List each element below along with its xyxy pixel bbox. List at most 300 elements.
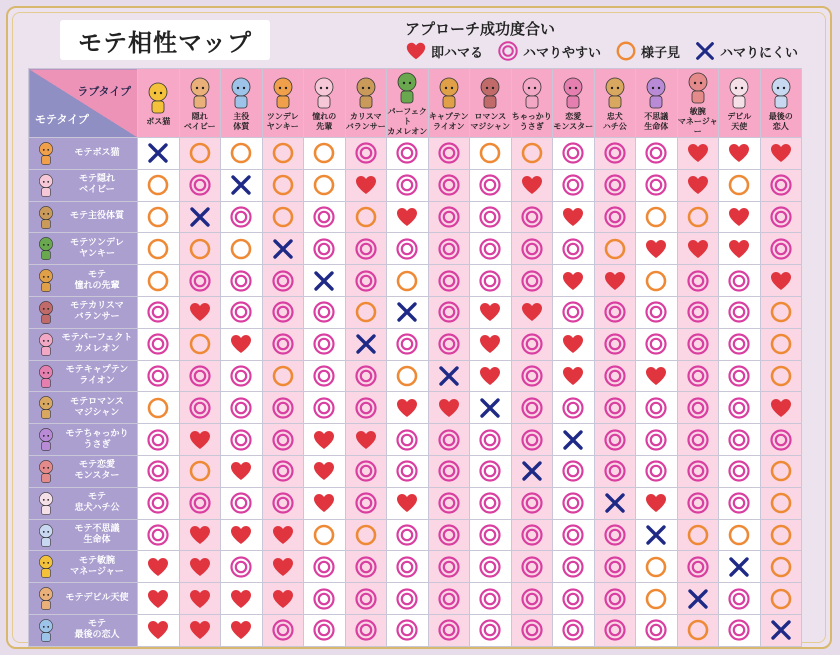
compat-cell [760,583,802,615]
compat-cell [304,455,346,487]
compat-cell [677,583,719,615]
row-header [29,360,138,392]
compat-cell [677,455,719,487]
compat-cell [760,296,802,328]
compat-cell [511,424,553,456]
compat-cell [221,583,263,615]
character-icon [33,268,59,293]
table-row [29,614,802,646]
compat-cell [553,296,595,328]
column-label: ツンデレ ヤンキー [266,112,299,131]
table-corner [29,69,138,138]
compat-cell [470,265,512,297]
table-row [29,201,802,233]
compat-cell [719,296,761,328]
compat-cell [719,614,761,646]
compat-cell [221,233,263,265]
column-label: 隠れ ベイビー [183,112,216,131]
column-header [138,69,180,138]
column-header [428,69,470,138]
compat-cell [594,392,636,424]
compat-cell [719,424,761,456]
character-icon [602,76,628,110]
character-icon [33,523,59,548]
compat-cell [304,328,346,360]
compat-cell [553,233,595,265]
column-header [636,69,678,138]
compat-cell [304,233,346,265]
compat-cell [428,455,470,487]
character-icon [228,76,254,110]
compat-cell [387,201,429,233]
compat-cell [760,265,802,297]
compat-cell [719,487,761,519]
compat-cell [470,519,512,551]
compat-cell [138,233,180,265]
character-icon [685,71,711,105]
compat-cell [304,360,346,392]
compat-cell [719,392,761,424]
row-label: モテカリスマ バランサー [70,301,124,323]
column-label: 最後の 恋人 [768,112,793,131]
compat-cell [387,455,429,487]
compat-cell [677,487,719,519]
compat-cell [179,392,221,424]
column-label: キャプテン ライオン [428,112,469,131]
column-label: 敏腕 マネージャー [677,107,718,136]
character-icon [33,332,59,357]
compat-cell [511,614,553,646]
compat-cell [262,519,304,551]
compat-cell [636,487,678,519]
compat-cell [428,583,470,615]
compat-cell [138,551,180,583]
table-row [29,328,802,360]
compat-cell [553,201,595,233]
compat-cell [594,583,636,615]
compat-cell [345,455,387,487]
compat-cell [760,519,802,551]
table-row [29,233,802,265]
row-header [29,614,138,646]
compat-cell [221,455,263,487]
compat-cell [719,138,761,170]
compat-cell [179,487,221,519]
compat-cell [262,424,304,456]
compat-cell [470,201,512,233]
legend-label: ハマりにくい [720,45,799,61]
compat-cell [387,265,429,297]
character-icon [33,173,59,198]
column-label: 忠犬 ハチ公 [602,112,627,131]
compat-cell [387,296,429,328]
compat-cell [677,519,719,551]
table-row [29,360,802,392]
compat-cell [304,265,346,297]
compat-cell [511,296,553,328]
compat-cell [345,233,387,265]
compat-cell [345,614,387,646]
compat-cell [636,551,678,583]
compat-cell [138,392,180,424]
compat-cell [594,201,636,233]
compat-cell [470,455,512,487]
compat-cell [636,296,678,328]
legend-item-ring [615,40,680,62]
compat-cell [304,614,346,646]
compat-cell [677,138,719,170]
compat-cell [221,392,263,424]
compat-cell [428,551,470,583]
compat-cell [511,519,553,551]
compat-cell [179,201,221,233]
compat-cell [345,296,387,328]
column-header [470,69,512,138]
compat-cell [677,614,719,646]
compat-cell [594,487,636,519]
table-row [29,169,802,201]
character-icon [768,76,794,110]
character-icon [145,81,171,115]
compat-cell [719,201,761,233]
compat-cell [636,614,678,646]
character-icon [33,300,59,325]
compat-cell [138,487,180,519]
compat-cell [594,233,636,265]
row-label: モテデビル天使 [65,593,129,604]
column-label: パーフェクト カメレオン [387,107,428,136]
compat-cell [677,169,719,201]
compat-cell [594,614,636,646]
compat-cell [553,265,595,297]
compat-cell [594,169,636,201]
column-header [262,69,304,138]
compat-cell [594,138,636,170]
legend-label: 様子見 [641,45,681,61]
compat-cell [553,138,595,170]
compat-cell [470,328,512,360]
compat-cell [428,169,470,201]
row-label: モテちゃっかり うさぎ [65,428,129,450]
compat-cell [345,169,387,201]
compat-cell [677,328,719,360]
column-label: ボス猫 [146,117,171,126]
compat-cell [553,424,595,456]
compat-cell [428,296,470,328]
table-row [29,392,802,424]
compat-cell [345,551,387,583]
column-header [387,69,429,138]
compat-cell [138,614,180,646]
compat-cell [387,519,429,551]
row-label: モテ恋愛 モンスター [74,460,120,482]
compat-cell [636,424,678,456]
compat-cell [470,296,512,328]
character-icon [33,618,59,643]
character-icon [33,427,59,452]
row-label: モテロマンス マジシャン [70,396,124,418]
compat-cell [511,328,553,360]
compat-cell [553,583,595,615]
compat-cell [594,424,636,456]
column-label: 主役 体質 [233,112,250,131]
legend-item-heart [405,40,483,62]
row-header [29,551,138,583]
row-label: モテ 忠犬ハチ公 [74,492,120,514]
compat-cell [221,169,263,201]
legend [405,40,798,62]
compat-cell [179,138,221,170]
compat-cell [719,583,761,615]
compat-cell [138,424,180,456]
compat-cell [511,201,553,233]
compat-cell [760,551,802,583]
compat-cell [387,487,429,519]
character-icon [33,141,59,166]
compat-cell [428,138,470,170]
compat-cell [179,424,221,456]
table-row [29,296,802,328]
compat-cell [345,392,387,424]
compat-cell [760,455,802,487]
character-icon [33,205,59,230]
compat-cell [262,455,304,487]
compat-cell [719,360,761,392]
column-label: デビル 天使 [727,112,752,131]
compat-cell [428,233,470,265]
compat-cell [138,265,180,297]
compat-cell [511,233,553,265]
compat-cell [387,169,429,201]
row-header [29,328,138,360]
compat-cell [594,519,636,551]
compat-cell [304,583,346,615]
compat-cell [262,265,304,297]
compat-cell [387,328,429,360]
compat-cell [304,201,346,233]
compat-cell [221,519,263,551]
character-icon [311,76,337,110]
compat-cell [138,296,180,328]
compat-cell [138,519,180,551]
table-row [29,138,802,170]
compat-cell [179,328,221,360]
compat-cell [179,265,221,297]
compat-cell [636,265,678,297]
compat-cell [677,201,719,233]
double-circle-icon [497,40,519,62]
compat-cell [636,519,678,551]
compat-cell [304,296,346,328]
compat-cell [138,455,180,487]
compat-cell [179,360,221,392]
row-header [29,424,138,456]
column-header [594,69,636,138]
row-header [29,265,138,297]
compat-cell [636,169,678,201]
compat-cell [304,138,346,170]
column-header [511,69,553,138]
character-icon [33,459,59,484]
compat-cell [428,265,470,297]
compat-cell [511,583,553,615]
compat-cell [262,169,304,201]
compat-cell [179,455,221,487]
compat-cell [594,296,636,328]
compat-cell [553,614,595,646]
compat-cell [553,360,595,392]
compat-cell [221,614,263,646]
compat-cell [553,328,595,360]
character-icon [33,395,59,420]
compat-cell [304,424,346,456]
row-header [29,169,138,201]
column-header [553,69,595,138]
compat-cell [345,424,387,456]
compat-cell [760,392,802,424]
circle-icon [615,40,637,62]
compat-cell [677,233,719,265]
compat-cell [387,138,429,170]
compat-cell [470,233,512,265]
compat-cell [470,360,512,392]
compat-cell [304,169,346,201]
row-axis-label: モテタイプ [35,113,89,126]
character-icon [394,71,420,105]
row-label: モテ 憧れの先輩 [74,269,120,291]
compat-cell [470,424,512,456]
table-row [29,583,802,615]
compat-cell [511,551,553,583]
compat-cell [511,169,553,201]
compat-cell [345,487,387,519]
compat-cell [138,201,180,233]
compat-cell [760,614,802,646]
row-label: モテボス猫 [74,147,120,158]
compat-cell [636,583,678,615]
column-label: ちゃっかり うさぎ [511,112,552,131]
compat-cell [428,328,470,360]
compat-cell [221,487,263,519]
character-icon [643,76,669,110]
compat-cell [594,265,636,297]
compat-cell [470,392,512,424]
compat-cell [677,424,719,456]
compat-cell [760,424,802,456]
compat-cell [636,360,678,392]
compat-cell [760,487,802,519]
compat-cell [387,233,429,265]
compat-cell [138,138,180,170]
character-icon [519,76,545,110]
compat-cell [179,233,221,265]
legend-label: 即ハマる [431,45,484,61]
compat-cell [677,392,719,424]
compat-cell [179,296,221,328]
row-label: モテ敏腕 マネージャー [70,555,124,577]
compat-cell [387,424,429,456]
table-row [29,487,802,519]
compat-cell [470,138,512,170]
compat-cell [304,487,346,519]
compat-cell [553,169,595,201]
compat-cell [719,328,761,360]
compat-cell [470,614,512,646]
page-title: モテ相性マップ [60,20,270,60]
compat-cell [428,360,470,392]
compat-cell [719,265,761,297]
column-header [179,69,221,138]
compat-cell [221,265,263,297]
row-label: モテパーフェクト カメレオン [61,333,133,355]
compat-cell [428,519,470,551]
compat-cell [345,265,387,297]
character-icon [560,76,586,110]
row-header [29,519,138,551]
compat-cell [304,392,346,424]
column-header [221,69,263,138]
table-row [29,455,802,487]
compat-cell [511,360,553,392]
compat-cell [719,455,761,487]
compat-cell [428,424,470,456]
character-icon [270,76,296,110]
table-row [29,424,802,456]
compat-cell [594,551,636,583]
compat-cell [221,328,263,360]
compat-cell [387,551,429,583]
compat-cell [221,360,263,392]
compatibility-table [28,68,802,647]
compat-cell [345,138,387,170]
compat-cell [553,487,595,519]
compat-cell [179,614,221,646]
compat-cell [470,551,512,583]
compat-cell [304,551,346,583]
compat-cell [553,392,595,424]
compat-cell [428,614,470,646]
compat-cell [138,360,180,392]
row-header [29,233,138,265]
compat-cell [387,392,429,424]
compat-cell [428,487,470,519]
compat-cell [636,455,678,487]
compat-cell [221,296,263,328]
compat-cell [760,233,802,265]
cross-icon [694,40,716,62]
row-header [29,201,138,233]
row-label: モテキャプテン ライオン [65,364,129,386]
compat-cell [262,201,304,233]
compat-cell [428,392,470,424]
compat-cell [179,519,221,551]
compat-cell [636,138,678,170]
compat-cell [262,138,304,170]
compat-cell [719,169,761,201]
legend-label: ハマりやすい [523,45,602,61]
legend-heading: アプローチ成功度合い [405,20,556,38]
row-label: モテ 最後の恋人 [74,619,120,641]
column-header [677,69,719,138]
legend-item-cross [694,40,798,62]
compat-cell [511,455,553,487]
compat-cell [719,519,761,551]
column-label: 不思議 生命体 [644,112,669,131]
character-icon [353,76,379,110]
row-header [29,583,138,615]
legend-item-double [497,40,601,62]
compat-cell [677,551,719,583]
